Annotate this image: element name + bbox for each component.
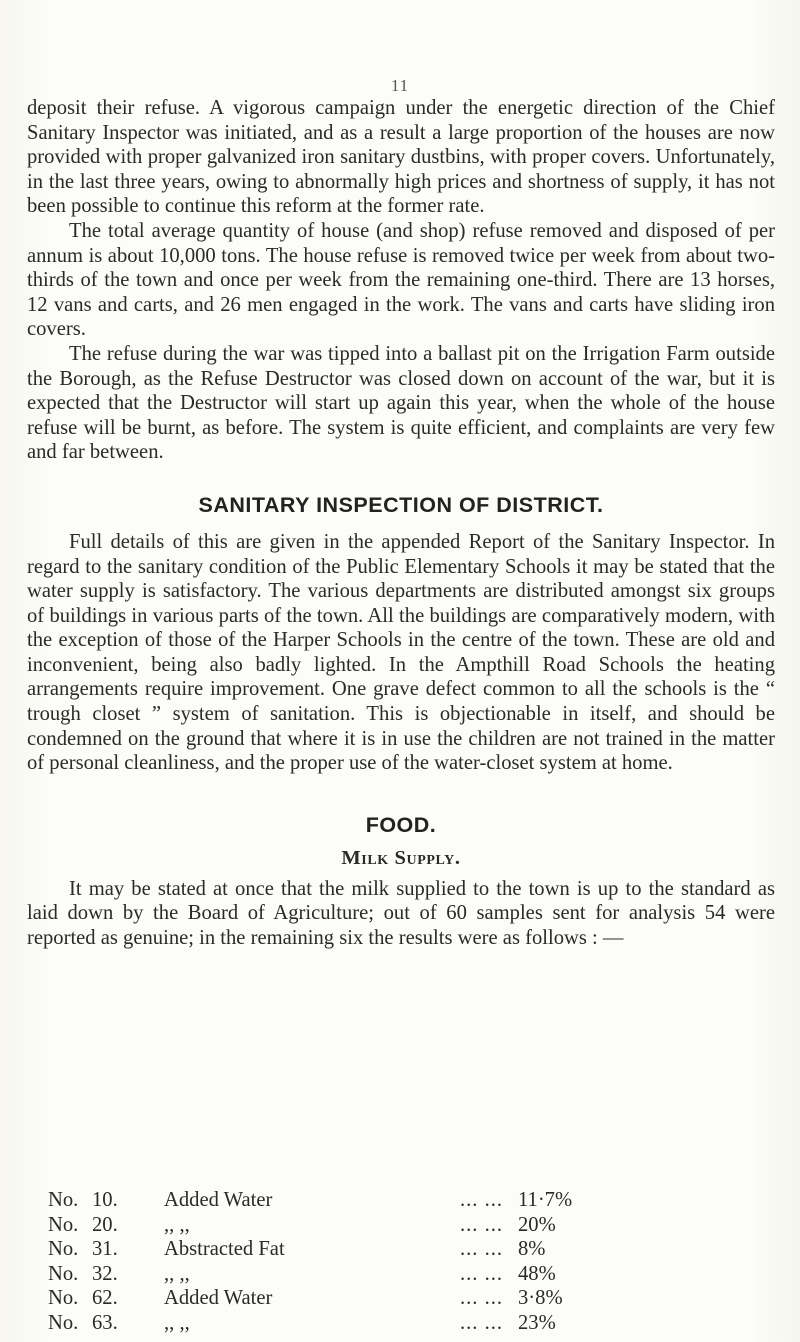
sample-prefix: No. [48,1238,79,1261]
sample-percentage: 20% [518,1213,556,1236]
sample-finding: ,, ,, [164,1262,190,1285]
leader-dots: ... ... [460,1238,504,1261]
sample-percentage: 23% [518,1311,556,1334]
sample-number: 20. [92,1213,118,1236]
list-item [48,1188,648,1213]
heading-milk-supply: Milk Supply. [341,846,461,869]
paragraph-refuse-deposit: deposit their refuse. A vigorous campaign under the energetic direction of the Chief Sanitary Inspector was initiated, and as a result a large proportion of the houses are now provided with proper galvanized iron sanitary dustbins, with proper covers. Unfortunately, in the last three years, owing to abnormally high prices and shortness of supply, it has not been possible to continue this reform at the former rate. [27,97,775,218]
leader-dots: ... ... [460,1213,504,1236]
sample-prefix: No. [48,1189,79,1211]
leader-dots: ... ... [460,1262,504,1285]
sample-finding: Added Water [164,1287,273,1310]
heading-sanitary-inspection: SANITARY INSPECTION OF DISTRICT. [198,492,604,517]
sample-finding: Added Water [164,1189,273,1211]
list-item [48,1286,648,1311]
paragraph-refuse-quantity: The total average quantity of house (and shop) refuse removed and disposed of per annum is about 10,000 tons. The house refuse is removed twice per week from about two-thirds of the town and once per week from the remaining one-third. There are 13 horses, 12 vans and carts, and 26 men engaged in the work. The vans and carts have sliding iron covers. [27,219,775,341]
heading-food: FOOD. [365,812,437,837]
sample-percentage: 8% [518,1238,546,1261]
leader-dots: ... ... [460,1311,504,1334]
sample-percentage: 48% [518,1262,556,1285]
sample-number: 62. [92,1287,118,1310]
sample-prefix: No. [48,1262,79,1285]
list-item [48,1237,648,1262]
page-body [27,96,775,951]
list-item [48,1311,648,1336]
page-number: 11 [390,76,410,95]
leader-dots: ... ... [460,1287,504,1310]
sample-percentage: 3·8% [518,1287,563,1310]
list-item [48,1262,648,1287]
leader-dots: ... ... [460,1189,504,1211]
sample-number: 32. [92,1262,118,1285]
paragraph-milk-supply: It may be stated at once that the milk supplied to the town is up to the standard as laid down by the Board of Agriculture; out of 60 samples sent for analysis 54 were reported as genuine; in the remaining six the results were as follows : — [27,877,775,950]
list-item [48,1213,648,1238]
sample-prefix: No. [48,1311,79,1334]
milk-results-list [48,1188,648,1336]
sample-finding: ,, ,, [164,1311,190,1334]
sample-number: 63. [92,1311,118,1334]
sample-finding: Abstracted Fat [164,1238,285,1261]
sample-number: 10. [92,1189,118,1211]
sample-number: 31. [92,1238,118,1261]
sample-percentage: 11·7% [518,1189,573,1211]
sample-finding: ,, ,, [164,1213,190,1236]
paragraph-refuse-disposal: The refuse during the war was tipped into a ballast pit on the Irrigation Farm outside the Borough, as the Refuse Destructor was closed down on account of the war, but it is expected that the Destructor will start up again this year, when the whole of the house refuse will be burnt, as before. The system is quite efficient, and complaints are very few and far between. [27,342,775,464]
sample-prefix: No. [48,1287,79,1310]
sample-prefix: No. [48,1213,79,1236]
paragraph-sanitary-inspection: Full details of this are given in the appended Report of the Sanitary Inspector. In regard to the sanitary condition of the Public Elementary Schools it may be stated that the water supply is satisfactory. The various departments are distributed amongst six groups of buildings in various parts of the town. All the buildings are comparatively modern, with the exception of those of the Harper Schools in the centre of the town. These are old and inconvenient, being also badly lighted. In the Ampthill Road Schools the heating arrangements require improvement. One grave defect common to all the schools is the “ trough closet ” system of sanitation. This is objectionable in itself, and should be condemned on the ground that where it is in use the children are not trained in the matter of personal cleanliness, and the proper use of the water-closet system at home. [27,530,775,775]
